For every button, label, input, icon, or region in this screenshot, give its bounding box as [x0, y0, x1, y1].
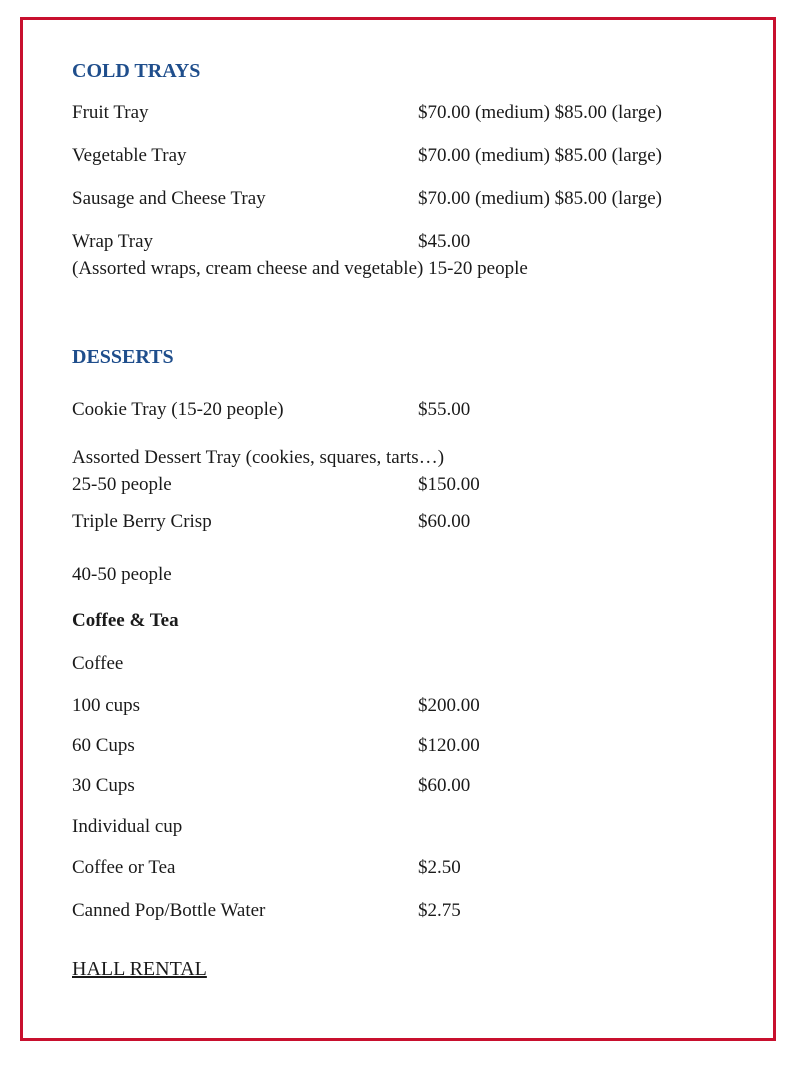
menu-item-price: $55.00: [418, 399, 471, 420]
menu-item-name: Wrap Tray: [72, 231, 154, 252]
menu-item-price: $60.00: [418, 775, 471, 796]
menu-item-price: $2.75: [418, 900, 461, 921]
menu-item-name: Cookie Tray (15-20 people): [72, 399, 284, 420]
menu-item-price: $120.00: [418, 735, 480, 756]
menu-item-name: 100 cups: [72, 695, 141, 716]
menu-item-note: (Assorted wraps, cream cheese and vegetable) 15-20 people: [72, 258, 528, 279]
menu-item-name: 60 Cups: [72, 735, 135, 756]
menu-item-name: Triple Berry Crisp: [72, 511, 212, 532]
menu-item-name: Canned Pop/Bottle Water: [72, 900, 266, 921]
menu-item-price: $70.00 (medium) $85.00 (large): [418, 102, 662, 123]
menu-item-price: $70.00 (medium) $85.00 (large): [418, 145, 662, 166]
section-heading-hall-rental: HALL RENTAL: [72, 958, 207, 980]
menu-item-price: $60.00: [418, 511, 471, 532]
subsection-label-individual: Individual cup: [72, 816, 183, 837]
menu-item-serving: 25-50 people: [72, 474, 172, 495]
menu-item-price: $150.00: [418, 474, 480, 495]
menu-item-name: Coffee or Tea: [72, 857, 176, 878]
menu-item-price: $45.00: [418, 231, 471, 252]
section-heading-desserts: DESSERTS: [72, 346, 174, 368]
menu-item-name: Sausage and Cheese Tray: [72, 188, 266, 209]
subsection-label-coffee: Coffee: [72, 653, 124, 674]
menu-item-price: $70.00 (medium) $85.00 (large): [418, 188, 662, 209]
menu-item-price: $2.50: [418, 857, 461, 878]
menu-item-name: Fruit Tray: [72, 102, 149, 123]
menu-item-price: $200.00: [418, 695, 480, 716]
menu-item-name: Assorted Dessert Tray (cookies, squares, tarts…): [72, 447, 445, 468]
menu-item-name: 30 Cups: [72, 775, 135, 796]
section-heading-coffee-tea: Coffee & Tea: [72, 610, 179, 631]
menu-item-name: Vegetable Tray: [72, 145, 187, 166]
menu-item-serving: 40-50 people: [72, 564, 172, 585]
section-heading-cold-trays: COLD TRAYS: [72, 60, 201, 82]
